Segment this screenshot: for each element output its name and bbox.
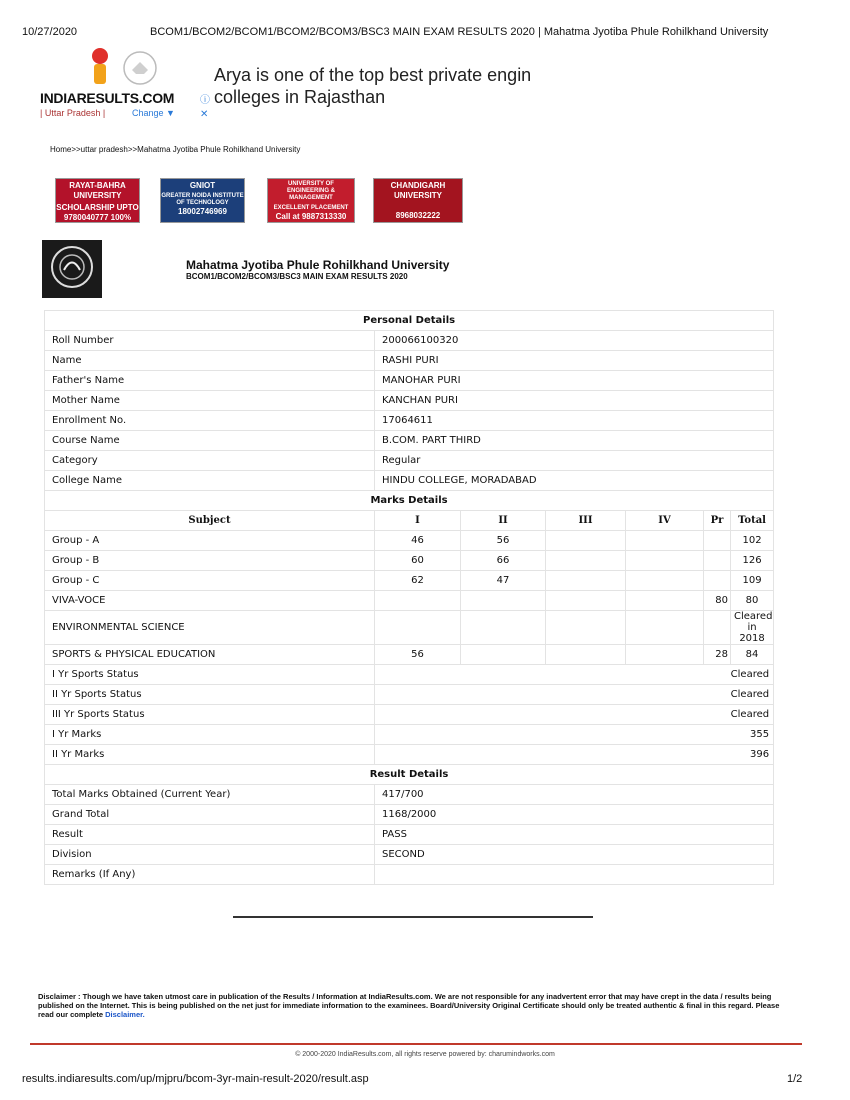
field-label: Roll Number bbox=[45, 331, 375, 351]
column-header: Subject bbox=[45, 511, 375, 531]
personal-heading-row bbox=[45, 311, 774, 331]
breadcrumb[interactable]: Home>>uttar pradesh>>Mahatma Jyotiba Phule Rohilkhand University bbox=[50, 145, 301, 154]
personal-row bbox=[45, 451, 774, 471]
mark-value bbox=[461, 611, 546, 645]
marks-row bbox=[45, 531, 774, 551]
mark-value: 56 bbox=[461, 531, 546, 551]
mark-value bbox=[546, 571, 626, 591]
mark-value bbox=[626, 531, 704, 551]
marks-row bbox=[45, 551, 774, 571]
result-value: 1168/2000 bbox=[375, 805, 774, 825]
mark-value: 60 bbox=[375, 551, 461, 571]
banner-phone: Call at 9887313330 bbox=[275, 212, 347, 221]
logo-graphic-icon bbox=[40, 46, 176, 90]
subject-name: VIVA-VOCE bbox=[45, 591, 375, 611]
banner-sub: GREATER NOIDA INSTITUTE OF TECHNOLOGY bbox=[161, 193, 244, 206]
result-label: Result bbox=[45, 825, 375, 845]
site-logo[interactable] bbox=[40, 46, 176, 126]
banner-sub: SCHOLARSHIP UPTO bbox=[56, 203, 139, 212]
status-value: Cleared bbox=[375, 665, 774, 685]
field-label: Category bbox=[45, 451, 375, 471]
field-label: College Name bbox=[45, 471, 375, 491]
field-label: Name bbox=[45, 351, 375, 371]
status-label: I Yr Marks bbox=[45, 725, 375, 745]
disclaimer-link[interactable]: Disclaimer. bbox=[105, 1010, 145, 1019]
marks-details-heading: Marks Details bbox=[45, 491, 774, 511]
ad-banner[interactable] bbox=[214, 64, 584, 108]
result-label: Total Marks Obtained (Current Year) bbox=[45, 785, 375, 805]
marks-row bbox=[45, 611, 774, 645]
banner-title: UNIVERSITY OF ENGINEERING & MANAGEMENT bbox=[286, 181, 335, 201]
mark-value bbox=[626, 645, 704, 665]
field-label: Father's Name bbox=[45, 371, 375, 391]
field-value: RASHI PURI bbox=[375, 351, 774, 371]
subject-name: SPORTS & PHYSICAL EDUCATION bbox=[45, 645, 375, 665]
status-label: III Yr Sports Status bbox=[45, 705, 375, 725]
banner-rayat-bahra[interactable] bbox=[55, 178, 140, 223]
mark-value bbox=[704, 551, 731, 571]
mark-value bbox=[704, 611, 731, 645]
mark-value: 102 bbox=[731, 531, 774, 551]
banner-title: CHANDIGARH UNIVERSITY bbox=[390, 181, 446, 200]
disclaimer bbox=[38, 992, 783, 1019]
mark-value bbox=[704, 571, 731, 591]
mark-value: Cleared in 2018 bbox=[731, 611, 774, 645]
mark-value bbox=[546, 591, 626, 611]
mark-value bbox=[461, 591, 546, 611]
status-value: 396 bbox=[375, 745, 774, 765]
result-label: Grand Total bbox=[45, 805, 375, 825]
state-label: | Uttar Pradesh | bbox=[40, 108, 106, 118]
personal-row bbox=[45, 351, 774, 371]
field-label: Mother Name bbox=[45, 391, 375, 411]
marks-row bbox=[45, 591, 774, 611]
column-header: IV bbox=[626, 511, 704, 531]
field-value: MANOHAR PURI bbox=[375, 371, 774, 391]
exam-name: BCOM1/BCOM2/BCOM3/BSC3 MAIN EXAM RESULTS 2020 bbox=[186, 272, 408, 281]
column-header: III bbox=[546, 511, 626, 531]
ad-text-line2: colleges in Rajasthan bbox=[214, 87, 386, 107]
field-value: 17064611 bbox=[375, 411, 774, 431]
copyright: © 2000-2020 IndiaResults.com, all rights reserve powered by: charumindworks.com bbox=[295, 1051, 555, 1058]
ad-text-line1: Arya is one of the top best private engin bbox=[214, 65, 532, 85]
result-label: Division bbox=[45, 845, 375, 865]
marks-row bbox=[45, 645, 774, 665]
banner-chandigarh[interactable] bbox=[373, 178, 463, 223]
result-label: Remarks (If Any) bbox=[45, 865, 375, 885]
mark-value bbox=[626, 551, 704, 571]
mark-value: 46 bbox=[375, 531, 461, 551]
status-label: I Yr Sports Status bbox=[45, 665, 375, 685]
result-row bbox=[45, 785, 774, 805]
field-label: Course Name bbox=[45, 431, 375, 451]
footer-divider bbox=[30, 1043, 802, 1045]
print-url: results.indiaresults.com/up/mjpru/bcom-3yr-main-result-2020/result.asp bbox=[22, 1073, 369, 1085]
logo-text: INDIARESULTS.COM bbox=[40, 90, 175, 106]
mark-value bbox=[461, 645, 546, 665]
personal-row bbox=[45, 331, 774, 351]
mark-value bbox=[546, 531, 626, 551]
result-value: 417/700 bbox=[375, 785, 774, 805]
result-heading-row bbox=[45, 765, 774, 785]
personal-details-heading: Personal Details bbox=[45, 311, 774, 331]
status-label: II Yr Sports Status bbox=[45, 685, 375, 705]
print-page-title: BCOM1/BCOM2/BCOM1/BCOM2/BCOM3/BSC3 MAIN EXAM RESULTS 2020 | Mahatma Jyotiba Phule Rohilkhand University bbox=[150, 26, 769, 38]
marks-row bbox=[45, 571, 774, 591]
print-date: 10/27/2020 bbox=[22, 26, 78, 38]
mark-value: 66 bbox=[461, 551, 546, 571]
banner-phone: 8968032222 bbox=[395, 211, 441, 220]
personal-row bbox=[45, 391, 774, 411]
mark-value: 126 bbox=[731, 551, 774, 571]
status-row bbox=[45, 705, 774, 725]
status-value: Cleared bbox=[375, 685, 774, 705]
banner-gniot[interactable] bbox=[160, 178, 245, 223]
mark-value: 56 bbox=[375, 645, 461, 665]
result-table-body bbox=[45, 311, 774, 885]
status-value: Cleared bbox=[375, 705, 774, 725]
banner-phone: 18002746969 bbox=[178, 207, 227, 216]
banner-uem[interactable] bbox=[267, 178, 355, 223]
personal-row bbox=[45, 431, 774, 451]
status-value: 355 bbox=[375, 725, 774, 745]
banner-sub: EXCELLENT PLACEMENT bbox=[273, 205, 349, 211]
banner-phone: 9780040777 100% bbox=[63, 213, 132, 222]
result-row bbox=[45, 825, 774, 845]
mark-value: 47 bbox=[461, 571, 546, 591]
mark-value bbox=[704, 531, 731, 551]
subject-name: Group - B bbox=[45, 551, 375, 571]
result-value: SECOND bbox=[375, 845, 774, 865]
ad-controls bbox=[200, 94, 210, 122]
mark-value bbox=[626, 591, 704, 611]
mark-value: 109 bbox=[731, 571, 774, 591]
mark-value bbox=[375, 611, 461, 645]
ad-close-icon[interactable]: ✕ bbox=[200, 109, 209, 120]
result-row bbox=[45, 805, 774, 825]
field-value: KANCHAN PURI bbox=[375, 391, 774, 411]
personal-row bbox=[45, 471, 774, 491]
status-row bbox=[45, 745, 774, 765]
field-value: Regular bbox=[375, 451, 774, 471]
separator-line bbox=[233, 916, 593, 918]
mark-value bbox=[546, 611, 626, 645]
mark-value bbox=[626, 611, 704, 645]
marks-header-row bbox=[45, 511, 774, 531]
ad-info-icon[interactable]: ⓘ bbox=[200, 95, 210, 106]
column-header: Pr bbox=[704, 511, 731, 531]
column-header: II bbox=[461, 511, 546, 531]
mark-value: 80 bbox=[704, 591, 731, 611]
result-row bbox=[45, 865, 774, 885]
field-value: 200066100320 bbox=[375, 331, 774, 351]
status-row bbox=[45, 685, 774, 705]
subject-name: Group - A bbox=[45, 531, 375, 551]
status-row bbox=[45, 725, 774, 745]
column-header: Total bbox=[731, 511, 774, 531]
mark-value bbox=[375, 591, 461, 611]
mark-value bbox=[546, 645, 626, 665]
banner-title: GNIOT bbox=[189, 181, 216, 190]
university-name: Mahatma Jyotiba Phule Rohilkhand University bbox=[186, 258, 450, 272]
university-seal-icon bbox=[42, 240, 102, 298]
mark-value: 80 bbox=[731, 591, 774, 611]
subject-name: ENVIRONMENTAL SCIENCE bbox=[45, 611, 375, 645]
personal-row bbox=[45, 371, 774, 391]
mark-value: 84 bbox=[731, 645, 774, 665]
result-details-heading: Result Details bbox=[45, 765, 774, 785]
mark-value: 62 bbox=[375, 571, 461, 591]
personal-row bbox=[45, 411, 774, 431]
result-value: PASS bbox=[375, 825, 774, 845]
marks-heading-row bbox=[45, 491, 774, 511]
banner-title: RAYAT-BAHRA UNIVERSITY bbox=[69, 181, 126, 200]
mark-value: 28 bbox=[704, 645, 731, 665]
column-header: I bbox=[375, 511, 461, 531]
subject-name: Group - C bbox=[45, 571, 375, 591]
mark-value bbox=[546, 551, 626, 571]
status-row bbox=[45, 665, 774, 685]
field-label: Enrollment No. bbox=[45, 411, 375, 431]
disclaimer-text: Disclaimer : Though we have taken utmost care in publication of the Results / Information at IndiaResults.com. We are not responsible for any inadvertent error that may have crept in the data / results being published on the Internet. This is being published on the net just for immediate information to the examinees. Board/University Original Certificate should only be treated authentic & final in this regard. Please read our complete bbox=[38, 992, 780, 1019]
mark-value bbox=[626, 571, 704, 591]
print-page-number: 1/2 bbox=[787, 1073, 803, 1085]
status-label: II Yr Marks bbox=[45, 745, 375, 765]
result-table bbox=[44, 310, 774, 885]
field-value: HINDU COLLEGE, MORADABAD bbox=[375, 471, 774, 491]
field-value: B.COM. PART THIRD bbox=[375, 431, 774, 451]
result-value bbox=[375, 865, 774, 885]
change-state-link[interactable]: Change ▼ bbox=[132, 108, 175, 118]
result-row bbox=[45, 845, 774, 865]
